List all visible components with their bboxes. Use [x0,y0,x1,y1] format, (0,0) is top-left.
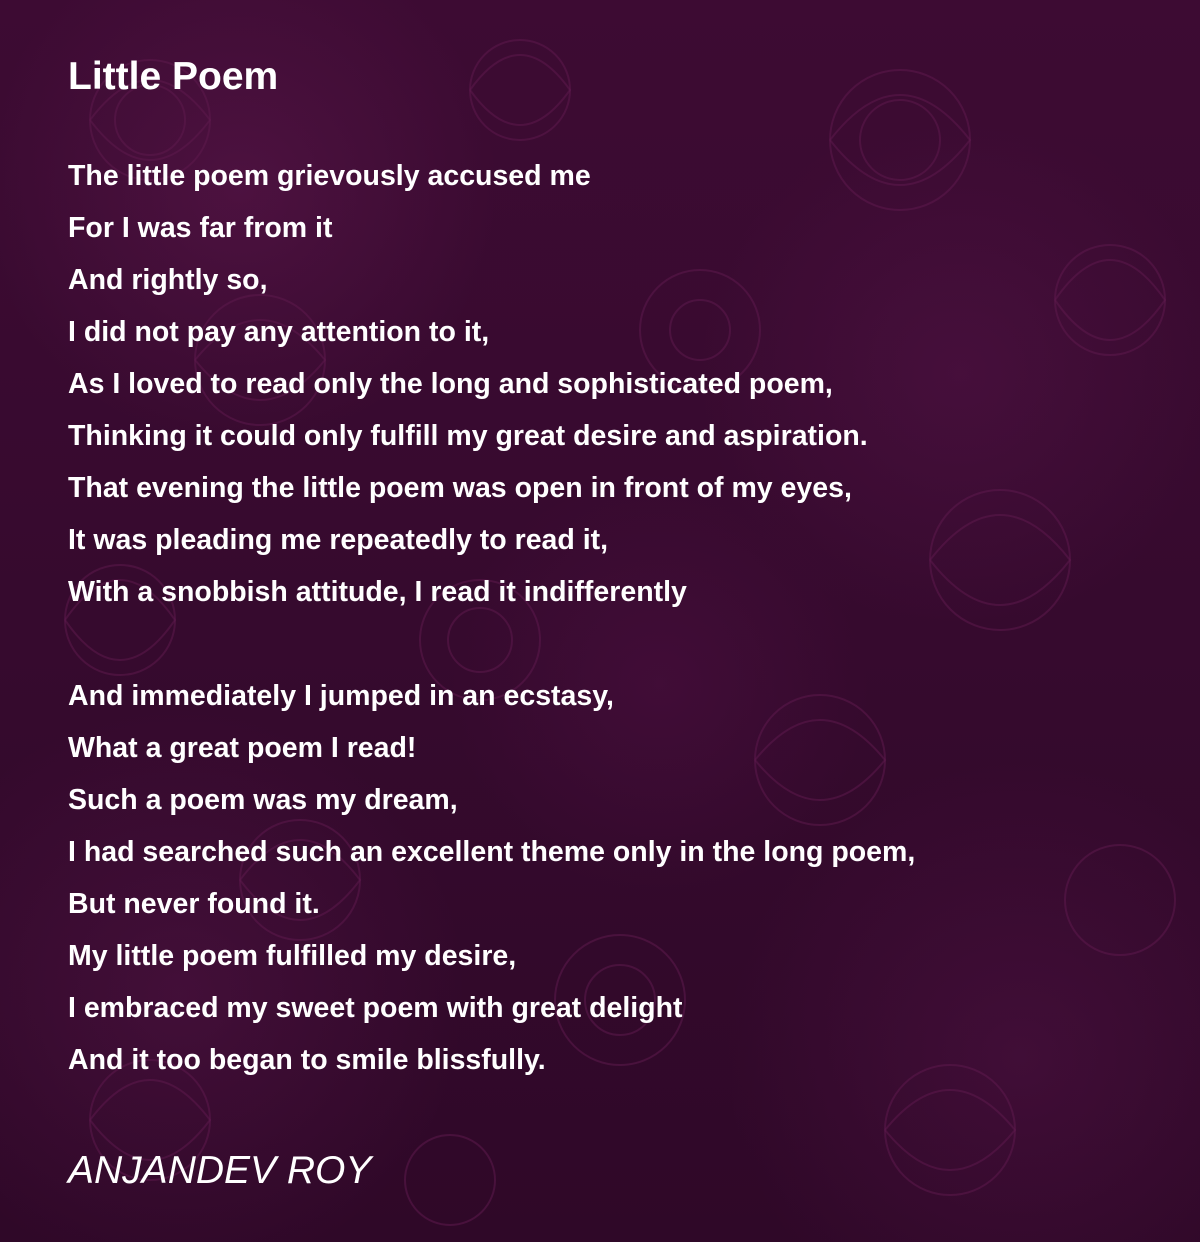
poem-line: But never found it. [68,888,320,920]
stanza-1 [68,150,1148,618]
stanza-2 [68,670,1148,1086]
poem-line: Thinking it could only fulfill my great desire and aspiration. [68,420,868,452]
poem-line: And it too began to smile blissfully. [68,1044,546,1076]
poem-title: Little Poem [68,55,279,98]
poem-line: As I loved to read only the long and sophisticated poem, [68,368,833,400]
poem-author: ANJANDEV ROY [68,1149,372,1192]
poem-line: With a snobbish attitude, I read it indifferently [68,576,687,608]
poem-line: I did not pay any attention to it, [68,316,490,348]
poem-line: My little poem fulfilled my desire, [68,940,517,972]
poem-line: And immediately I jumped in an ecstasy, [68,680,614,712]
poem-line: I had searched such an excellent theme only in the long poem, [68,836,916,868]
poem-line: What a great poem I read! [68,732,417,764]
poem-line: That evening the little poem was open in front of my eyes, [68,472,852,504]
poem-line: I embraced my sweet poem with great delight [68,992,683,1024]
poem-container [68,52,1148,1196]
poem-line: And rightly so, [68,264,268,296]
poem-line: Such a poem was my dream, [68,784,458,816]
poem-line: For I was far from it [68,212,333,244]
poem-line: It was pleading me repeatedly to read it, [68,524,609,556]
poem-line: The little poem grievously accused me [68,160,591,192]
